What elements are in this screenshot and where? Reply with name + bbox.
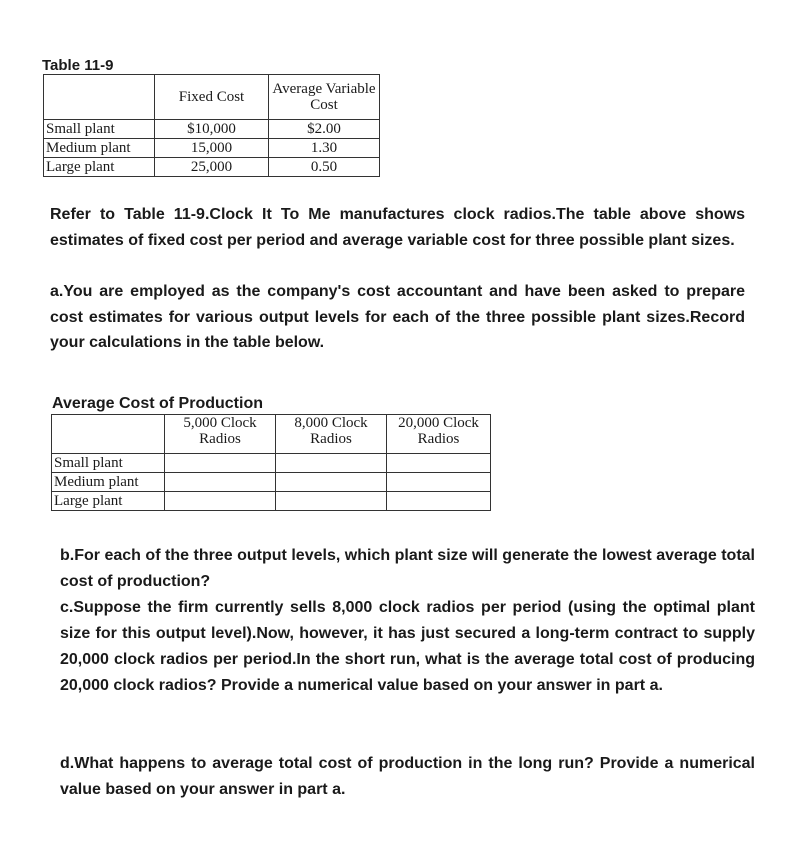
average-cost-table xyxy=(51,414,491,511)
fixed-cost-cell: 25,000 xyxy=(155,158,269,177)
table-row xyxy=(52,492,491,511)
table-row xyxy=(44,120,380,139)
question-part-d: d.What happens to average total cost of production in the long run? Provide a numerical value based on your answer in part a. xyxy=(60,755,755,798)
table-row xyxy=(44,158,380,177)
header-8000-radios: 8,000 Clock Radios xyxy=(276,415,387,454)
table-row xyxy=(52,454,491,473)
table-row xyxy=(52,473,491,492)
avc-cell: $2.00 xyxy=(269,120,380,139)
header-5000-radios: 5,000 Clock Radios xyxy=(165,415,276,454)
table-header-row xyxy=(44,75,380,120)
answer-cell[interactable] xyxy=(387,454,491,473)
table-header-row xyxy=(52,415,491,454)
answer-cell[interactable] xyxy=(387,492,491,511)
answer-cell[interactable] xyxy=(165,492,276,511)
table-row xyxy=(44,139,380,158)
answer-cell[interactable] xyxy=(276,473,387,492)
row-label: Medium plant xyxy=(52,473,165,492)
table1-title: Table 11-9 xyxy=(42,57,114,74)
question-part-a: a.You are employed as the company's cost accountant and have been asked to prepare cost estimates for various output levels for each of the three possible plant sizes.Record your calculations in the table below. xyxy=(50,283,745,351)
header-avg-variable-cost: Average Variable Cost xyxy=(269,75,380,120)
row-label: Small plant xyxy=(44,120,155,139)
intro-paragraph: Refer to Table 11-9.Clock It To Me manufactures clock radios.The table above shows estimates of fixed cost per period and average variable cost for three possible plant sizes. xyxy=(50,206,745,249)
answer-cell[interactable] xyxy=(276,492,387,511)
row-label: Large plant xyxy=(52,492,165,511)
question-part-c: c.Suppose the firm currently sells 8,000 clock radios per period (using the optimal plant size for this output level).Now, however, it has just secured a long-term contract to supply 20,000 clock radios per period.In the short run, what is the average total cost of producing 20,000 clock radios? Provide a numerical value based on your answer in part a. xyxy=(60,599,755,694)
avc-cell: 1.30 xyxy=(269,139,380,158)
answer-cell[interactable] xyxy=(165,473,276,492)
header-cell-empty xyxy=(44,75,155,120)
row-label: Medium plant xyxy=(44,139,155,158)
header-cell-empty xyxy=(52,415,165,454)
row-label: Large plant xyxy=(44,158,155,177)
question-part-b: b.For each of the three output levels, which plant size will generate the lowest average total cost of production? xyxy=(60,547,755,590)
row-label: Small plant xyxy=(52,454,165,473)
fixed-cost-cell: $10,000 xyxy=(155,120,269,139)
answer-cell[interactable] xyxy=(276,454,387,473)
answer-cell[interactable] xyxy=(165,454,276,473)
answer-cell[interactable] xyxy=(387,473,491,492)
header-fixed-cost: Fixed Cost xyxy=(155,75,269,120)
header-20000-radios: 20,000 Clock Radios xyxy=(387,415,491,454)
cost-table xyxy=(43,74,380,177)
table2-title: Average Cost of Production xyxy=(52,395,263,412)
avc-cell: 0.50 xyxy=(269,158,380,177)
fixed-cost-cell: 15,000 xyxy=(155,139,269,158)
